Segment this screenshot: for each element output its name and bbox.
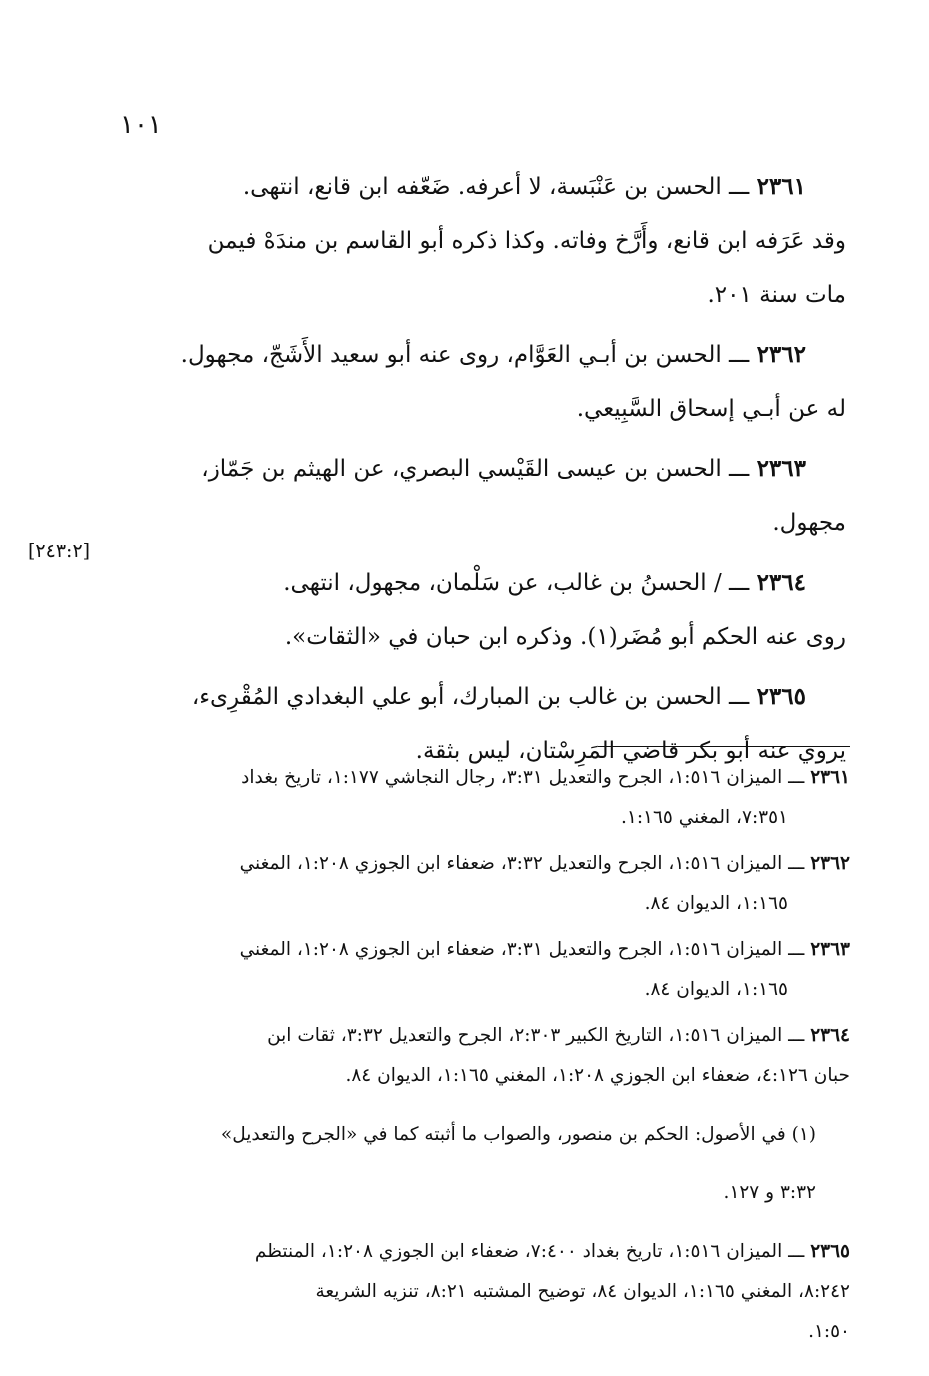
notes-section [124, 758, 850, 1358]
note-2362 [124, 844, 850, 924]
note-text: ـــ الميزان ١:٥١٦، التاريخ الكبير ٢:٣٠٣، الجرح والتعديل ٣:٣٢، ثقات ابن [267, 1025, 805, 1046]
entry-number: ٢٣٦٤ [756, 569, 806, 596]
note-text: ـــ الميزان ١:٥١٦، تاريخ بغداد ٧:٤٠٠، ضعفاء ابن الجوزي ١:٢٠٨، المنتظم [254, 1240, 805, 1262]
note-first-line [124, 844, 850, 884]
entry-first-line [122, 556, 846, 610]
note-first-line [124, 930, 850, 970]
note-line: ١:١٦٥، الديوان ٨٤. [644, 893, 788, 914]
note-text: ـــ الميزان ١:٥١٦، الجرح والتعديل ٣:٣١، رجال النجاشي ١:١٧٧، تاريخ بغداد [241, 767, 805, 788]
entry-line: له عن أبـي إسحاق السَّبِيعي. [576, 396, 846, 422]
note-line: ١:٥٠. [808, 1320, 850, 1342]
note-text: ـــ الميزان ١:٥١٦، الجرح والتعديل ٣:٣٢، ضعفاء ابن الجوزي ١:٢٠٨، المغني [239, 853, 805, 874]
entry-2361 [122, 160, 846, 322]
main-text [122, 160, 846, 784]
note-line: ٨:٢٤٢، المغني ١:١٦٥، الديوان ٨٤، توضيح المشتبه ٨:٢١، تنزيه الشريعة [315, 1280, 850, 1302]
footnote-separator [598, 746, 850, 747]
note-first-line [124, 1232, 850, 1272]
note-number: ٢٣٦٣ [810, 939, 850, 960]
entry-text: ـــ / الحسنُ بن غالب، عن سَلْمان، مجهول، انتهى. [283, 570, 750, 596]
entry-text: ـــ الحسن بن غالب بن المبارك، أبو علي البغدادي المُقْرِىء، [191, 684, 750, 710]
entry-line: مجهول. [772, 510, 846, 536]
note-first-line [124, 758, 850, 798]
note-2365 [124, 1232, 850, 1352]
entry-line: مات سنة ٢٠١. [707, 282, 846, 308]
note-text: ـــ الميزان ١:٥١٦، الجرح والتعديل ٣:٣١، ضعفاء ابن الجوزي ١:٢٠٨، المغني [239, 939, 805, 960]
note-2364 [124, 1016, 850, 1096]
entry-number: ٢٣٦١ [756, 173, 806, 200]
note-number: ٢٣٦٤ [810, 1025, 850, 1046]
entry-number: ٢٣٦٣ [756, 455, 806, 482]
note-2363 [124, 930, 850, 1010]
footnote-marker: (١) [791, 1123, 816, 1145]
entry-text: ـــ الحسن بن عَنْبَسة، لا أعرفه. ضَعّفه ابن قانع، انتهى. [242, 174, 750, 200]
entry-first-line [122, 670, 846, 724]
entry-number: ٢٣٦٥ [756, 683, 806, 710]
note-2361 [124, 758, 850, 838]
footnote-line: ٣:٣٢ و ١٢٧. [723, 1182, 816, 1203]
entry-line: روى عنه الحكم أبو مُضَر(١). وذكره ابن حبان في «الثقات». [284, 624, 846, 650]
note-number: ٢٣٦٥ [810, 1240, 850, 1262]
note-number: ٢٣٦٢ [810, 853, 850, 874]
note-line: ٧:٣٥١، المغني ١:١٦٥. [621, 807, 788, 828]
entry-text: ـــ الحسن بن أبـي العَوَّام، روى عنه أبو سعيد الأَشَجّ، مجهول. [180, 342, 750, 368]
entry-first-line [122, 160, 846, 214]
footnote-text: في الأصول: الحكم بن منصور، والصواب ما أثبته كما في «الجرح والتعديل» [220, 1123, 786, 1145]
note-first-line [124, 1016, 850, 1056]
footnote-first-line [124, 1115, 816, 1155]
entry-line: وقد عَرَفه ابن قانع، وأَرَّخ وفاته. وكذا ذكره أبو القاسم بن مندَهْ فيمن [207, 228, 846, 254]
note-line: ١:١٦٥، الديوان ٨٤. [644, 979, 788, 1000]
entry-first-line [122, 442, 846, 496]
entry-2362 [122, 328, 846, 436]
footnote-1 [124, 1115, 850, 1214]
entry-first-line [122, 328, 846, 382]
note-number: ٢٣٦١ [810, 767, 850, 788]
entry-number: ٢٣٦٢ [756, 341, 806, 368]
page-number: ١٠١ [120, 110, 162, 140]
entry-2364 [122, 556, 846, 664]
entry-2363 [122, 442, 846, 550]
entry-line: يروي عنه أبو بكر قاضي المَرِسْتان، ليس بثقة. [415, 738, 846, 764]
entry-text: ـــ الحسن بن عيسى القَيْسي البصري، عن الهيثم بن جَمّاز، [201, 456, 750, 482]
margin-reference: [٢٤٣:٢] [28, 540, 91, 562]
note-line: حبان ٤:١٢٦، ضعفاء ابن الجوزي ١:٢٠٨، المغني ١:١٦٥، الديوان ٨٤. [345, 1065, 850, 1086]
